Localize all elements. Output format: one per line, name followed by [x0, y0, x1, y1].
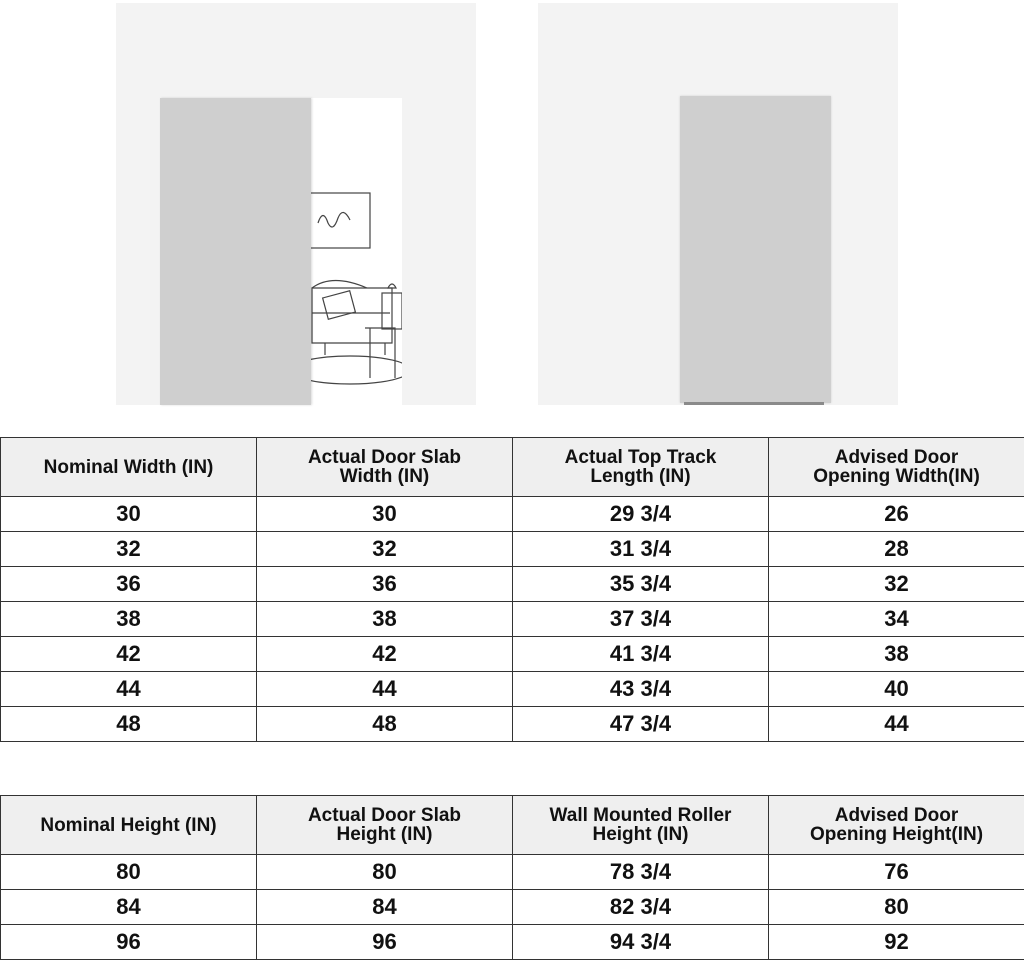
closed-door-illustration: [538, 3, 898, 405]
header-top-track-length: Actual Top Track Length (IN): [513, 438, 769, 497]
table-row: [1, 602, 1024, 637]
table-cell: 96: [257, 925, 513, 960]
header-roller-height: Wall Mounted Roller Height (IN): [513, 796, 769, 855]
table-cell: 35 3/4: [513, 567, 769, 602]
table-row: [1, 707, 1024, 742]
table-cell: 80: [257, 855, 513, 890]
table-cell: 44: [257, 672, 513, 707]
sliding-door-slab-open: [160, 98, 311, 405]
sliding-door-slab-closed: [680, 96, 831, 403]
floor-line: [684, 402, 824, 405]
table-row: [1, 637, 1024, 672]
table-cell: 44: [769, 707, 1024, 742]
table-cell: 41 3/4: [513, 637, 769, 672]
table-cell: 94 3/4: [513, 925, 769, 960]
width-size-table: [0, 437, 1024, 742]
open-door-illustration: [116, 3, 476, 405]
table-cell: 44: [1, 672, 257, 707]
table-cell: 37 3/4: [513, 602, 769, 637]
table-cell: 32: [769, 567, 1024, 602]
table-cell: 48: [1, 707, 257, 742]
table-cell: 96: [1, 925, 257, 960]
table-cell: 80: [1, 855, 257, 890]
table-cell: 26: [769, 497, 1024, 532]
table-header-row: [1, 438, 1024, 497]
table-cell: 76: [769, 855, 1024, 890]
table-cell: 43 3/4: [513, 672, 769, 707]
table-cell: 31 3/4: [513, 532, 769, 567]
table-cell: 28: [769, 532, 1024, 567]
height-size-table: [0, 795, 1024, 960]
header-nominal-width: Nominal Width (IN): [1, 438, 257, 497]
table-row: [1, 855, 1024, 890]
table-cell: 84: [1, 890, 257, 925]
table-cell: 82 3/4: [513, 890, 769, 925]
table-cell: 78 3/4: [513, 855, 769, 890]
table-row: [1, 925, 1024, 960]
table-header-row: [1, 796, 1024, 855]
table-cell: 36: [257, 567, 513, 602]
table-cell: 38: [257, 602, 513, 637]
table-row: [1, 672, 1024, 707]
table-row: [1, 890, 1024, 925]
header-advised-opening-height: Advised Door Opening Height(IN): [769, 796, 1024, 855]
header-advised-opening-width: Advised Door Opening Width(IN): [769, 438, 1024, 497]
table-cell: 38: [1, 602, 257, 637]
table-row: [1, 567, 1024, 602]
table-cell: 40: [769, 672, 1024, 707]
table-cell: 36: [1, 567, 257, 602]
table-cell: 29 3/4: [513, 497, 769, 532]
table-cell: 84: [257, 890, 513, 925]
table-cell: 32: [1, 532, 257, 567]
table-row: [1, 497, 1024, 532]
table-cell: 32: [257, 532, 513, 567]
table-cell: 48: [257, 707, 513, 742]
table-cell: 92: [769, 925, 1024, 960]
table-cell: 47 3/4: [513, 707, 769, 742]
header-actual-slab-height: Actual Door Slab Height (IN): [257, 796, 513, 855]
table-cell: 38: [769, 637, 1024, 672]
table-cell: 34: [769, 602, 1024, 637]
header-actual-slab-width: Actual Door Slab Width (IN): [257, 438, 513, 497]
header-nominal-height: Nominal Height (IN): [1, 796, 257, 855]
table-cell: 30: [257, 497, 513, 532]
table-row: [1, 532, 1024, 567]
table-cell: 30: [1, 497, 257, 532]
table-cell: 42: [1, 637, 257, 672]
table-cell: 80: [769, 890, 1024, 925]
table-cell: 42: [257, 637, 513, 672]
